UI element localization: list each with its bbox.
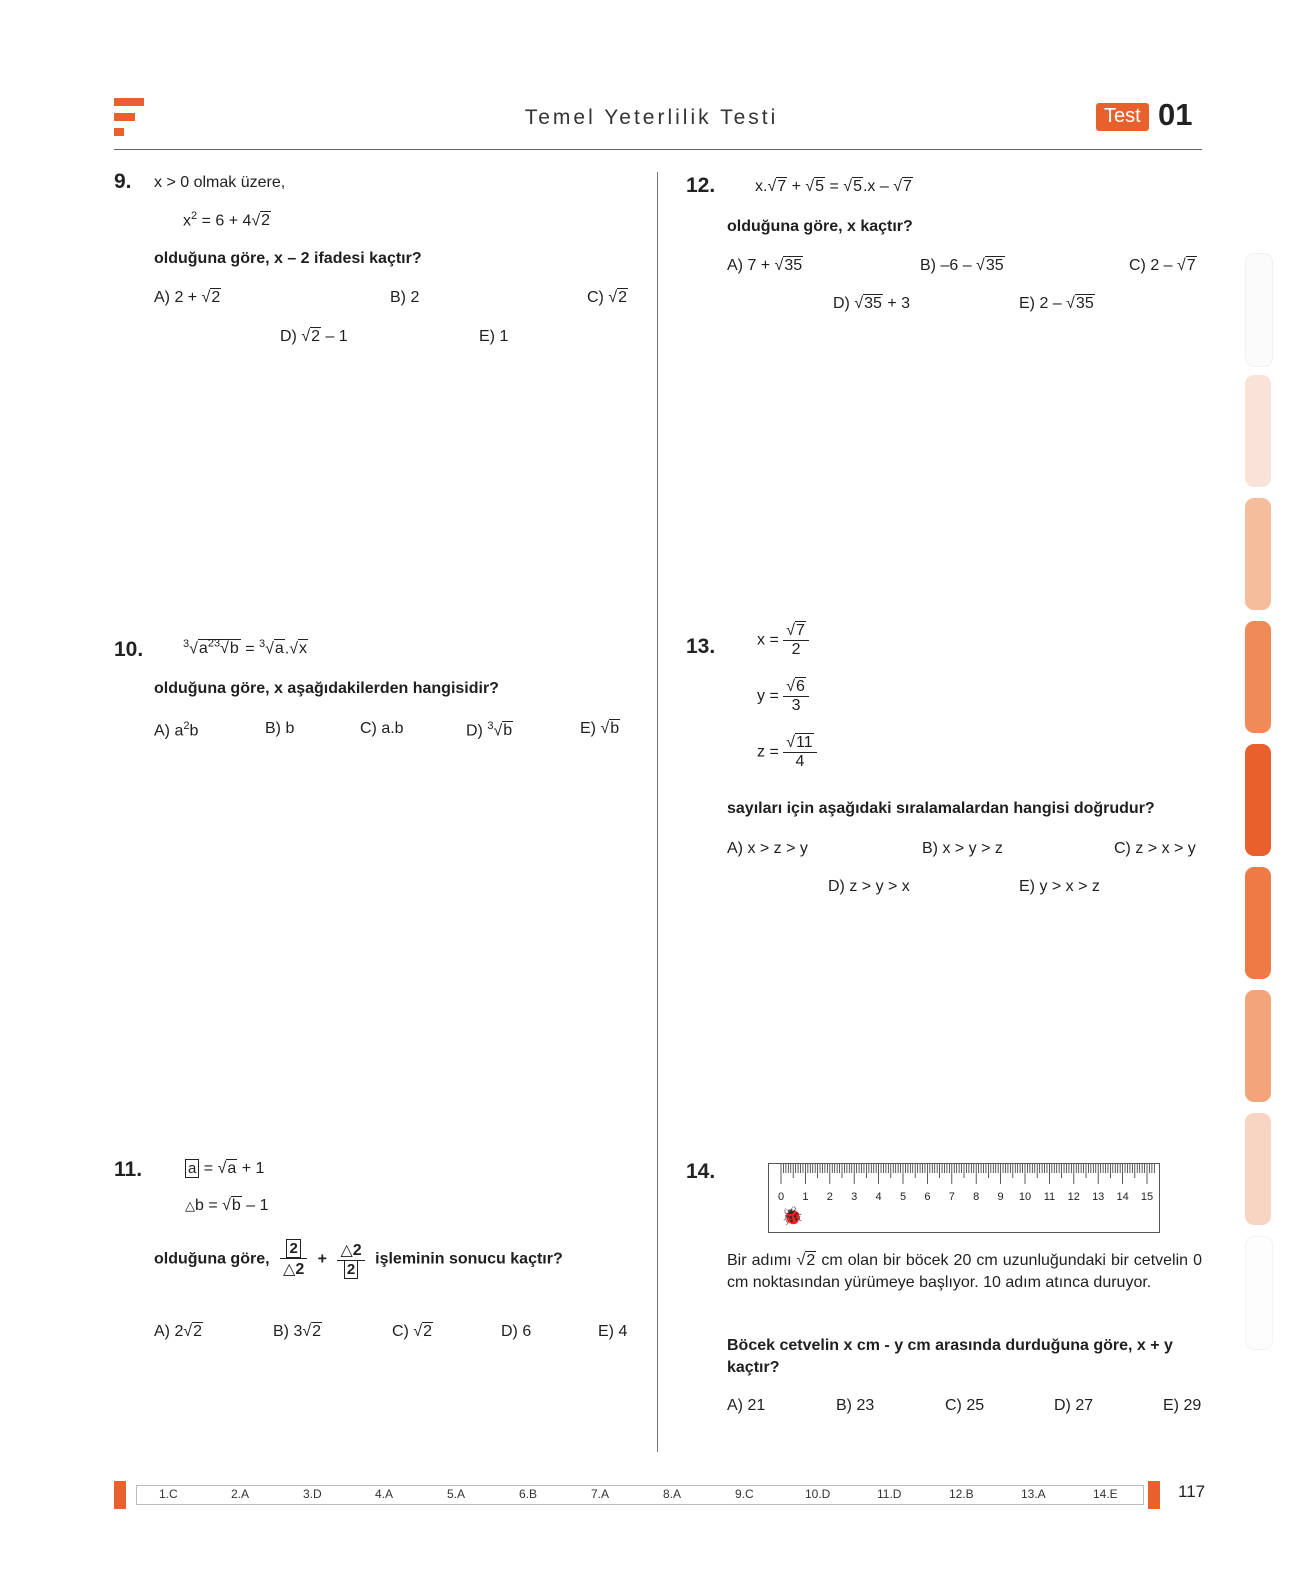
page-title: Temel Yeterlilik Testi (524, 106, 779, 129)
question-14-option-c[interactable]: C) 25 (945, 1397, 985, 1414)
question-12-option-e[interactable]: E) 2 – √35 (1019, 295, 1094, 312)
side-tab[interactable] (1245, 744, 1271, 856)
question-13-z: z = $\frac{√11}{4}$ (757, 734, 817, 771)
answer-bar-left-marker (114, 1481, 126, 1509)
answer-key-item: 6.B (519, 1487, 538, 1501)
fraction-2: $\frac{\triangle 2}{2}$ (337, 1240, 364, 1279)
question-13-number: 13. (686, 635, 716, 658)
question-14-option-a[interactable]: A) 21 (727, 1397, 766, 1414)
question-12-number: 12. (686, 174, 716, 197)
question-9-number: 9. (114, 170, 132, 193)
ruler-label: 9 (997, 1191, 1004, 1203)
question-12-option-b[interactable]: B) –6 – √35 (920, 257, 1004, 274)
answer-key-item: 2.A (231, 1487, 250, 1501)
test-number: 01 (1158, 97, 1193, 132)
ruler-label: 3 (851, 1191, 858, 1203)
ruler-label: 1 (802, 1191, 809, 1203)
answer-bar-right-marker (1148, 1481, 1160, 1509)
ruler-label: 5 (899, 1191, 907, 1203)
side-tab[interactable] (1245, 1113, 1271, 1225)
question-11-option-e[interactable]: E) 4 (598, 1323, 628, 1340)
question-14-option-b[interactable]: B) 23 (836, 1397, 875, 1414)
question-11-option-a[interactable]: A) 2√2 (154, 1323, 203, 1340)
question-9-option-a[interactable]: A) 2 + √2 (154, 289, 221, 306)
ruler-label: 14 (1116, 1191, 1129, 1203)
side-tab[interactable] (1245, 1236, 1273, 1350)
side-tab[interactable] (1245, 867, 1271, 979)
answer-key-item: 11.D (877, 1487, 902, 1501)
side-tab[interactable] (1245, 253, 1273, 367)
answer-key-item: 8.A (663, 1487, 682, 1501)
question-9-option-e[interactable]: E) 1 (479, 328, 509, 345)
answer-key-item: 13.A (1021, 1487, 1046, 1501)
answer-key-item: 3.D (303, 1487, 322, 1501)
question-10-option-b[interactable]: B) b (265, 720, 295, 737)
question-9-option-d[interactable]: D) √2 – 1 (280, 328, 348, 345)
question-13-x: x = $\frac{√7}{2}$ (757, 622, 809, 659)
answer-key-item: 4.A (375, 1487, 394, 1501)
question-9-equation: $x^2 = 6 + 4√2$ (183, 210, 271, 230)
answer-key-item: 10.D (805, 1487, 831, 1501)
question-12-option-a[interactable]: A) 7 + √35 (727, 257, 803, 274)
question-11-line-1: a = √a + 1 (185, 1160, 264, 1178)
question-13-option-a[interactable]: A) x > z > y (727, 840, 808, 857)
question-13-text: sayıları için aşağıdaki sıralamalardan hangisi doğrudur? (727, 800, 1155, 817)
question-11-text: olduğuna göre, $\frac{2}{\triangle 2}$ + $\frac{\triangle 2}{2}$ işleminin sonucu kaçtır? (154, 1240, 563, 1278)
question-10-option-d[interactable]: D) $^3$√b (466, 720, 513, 740)
question-14-option-d[interactable]: D) 27 (1054, 1397, 1094, 1414)
question-11-number: 11. (114, 1158, 143, 1181)
side-tab[interactable] (1245, 621, 1271, 733)
question-11-option-c[interactable]: C) √2 (392, 1323, 433, 1340)
question-12-option-d[interactable]: D) √35 + 3 (833, 295, 911, 312)
question-13-option-d[interactable]: D) z > y > x (828, 878, 910, 895)
ruler-label: 10 (1018, 1191, 1032, 1203)
answer-key-item: 12.B (949, 1487, 974, 1501)
question-12-equation: x.√7 + √5 = √5.x – √7 (755, 178, 912, 195)
question-12-text: olduğuna göre, x kaçtır? (727, 218, 913, 235)
ruler-label: 12 (1067, 1191, 1080, 1203)
page-number: 117 (1178, 1482, 1206, 1501)
question-14-option-e[interactable]: E) 29 (1163, 1397, 1202, 1414)
ruler-label: 15 (1140, 1191, 1154, 1203)
question-13-option-b[interactable]: B) x > y > z (922, 840, 1003, 857)
question-9-option-b[interactable]: B) 2 (390, 289, 420, 306)
question-13-y: y = $\frac{√6}{3}$ (757, 678, 809, 715)
side-tab[interactable] (1245, 498, 1271, 610)
header-divider (114, 149, 1202, 150)
question-10-option-a[interactable]: A) $a^2b$ (154, 720, 199, 740)
question-10-text: olduğuna göre, x aşağıdakilerden hangisidir? (154, 680, 499, 697)
triangle-icon: △ (185, 1198, 195, 1213)
ruler-label: 6 (924, 1191, 931, 1203)
question-10-equation: $^3√a^{23}√b = ^3√a.√x$ (183, 638, 308, 658)
fraction-1: $\frac{2}{\triangle 2}$ (280, 1240, 307, 1279)
question-13-option-c[interactable]: C) z > x > y (1114, 840, 1196, 857)
answer-key-item: 7.A (591, 1487, 610, 1501)
ruler-label: 7 (948, 1191, 955, 1203)
question-9-text: olduğuna göre, x – 2 ifadesi kaçtır? (154, 250, 422, 267)
side-tab[interactable] (1245, 990, 1271, 1102)
answer-key-item: 9.C (735, 1487, 754, 1501)
ruler-label: 11 (1043, 1191, 1056, 1203)
ruler-figure (768, 1163, 1160, 1233)
square-symbol: a (185, 1159, 199, 1178)
question-10-option-c[interactable]: C) a.b (360, 720, 404, 737)
question-11-option-b[interactable]: B) 3√2 (273, 1323, 322, 1340)
question-12-option-c[interactable]: C) 2 – √7 (1129, 257, 1196, 274)
answer-key (136, 1485, 1144, 1505)
question-13-option-e[interactable]: E) y > x > z (1019, 878, 1100, 895)
ruler-label: 2 (826, 1191, 833, 1203)
question-10-option-e[interactable]: E) √b (580, 720, 620, 737)
question-11-option-d[interactable]: D) 6 (501, 1323, 532, 1340)
answer-key-item: 14.E (1093, 1487, 1118, 1501)
ruler-label: 0 (777, 1191, 785, 1203)
ruler-label: 13 (1092, 1191, 1105, 1203)
question-14-text: Bir adımı √2 cm olan bir böcek 20 cm uzunluğundaki bir cetvelin 0 cm noktasından yürümeye başlıyor. 10 adım atınca duruyor. (727, 1252, 1202, 1291)
question-9-option-c[interactable]: C) √2 (587, 289, 628, 306)
question-10-number: 10. (114, 638, 144, 661)
column-divider (657, 172, 658, 1452)
answer-key-item: 1.C (159, 1487, 178, 1501)
side-tab[interactable] (1245, 375, 1271, 487)
question-9-given: x > 0 olmak üzere, (154, 174, 286, 191)
question-11-line-2: △b = √b – 1 (185, 1197, 269, 1214)
question-14-number: 14. (686, 1160, 716, 1183)
answer-key-item: 5.A (447, 1487, 466, 1501)
test-badge: Test (1096, 103, 1149, 131)
ruler-label: 8 (973, 1191, 980, 1203)
ruler-label: 4 (875, 1191, 882, 1203)
question-14-question: Böcek cetvelin x cm - y cm arasında durduğuna göre, x + y kaçtır? (727, 1337, 1173, 1376)
ruler-ticks (769, 1164, 1159, 1232)
bug-icon: 🐞 (781, 1206, 804, 1226)
